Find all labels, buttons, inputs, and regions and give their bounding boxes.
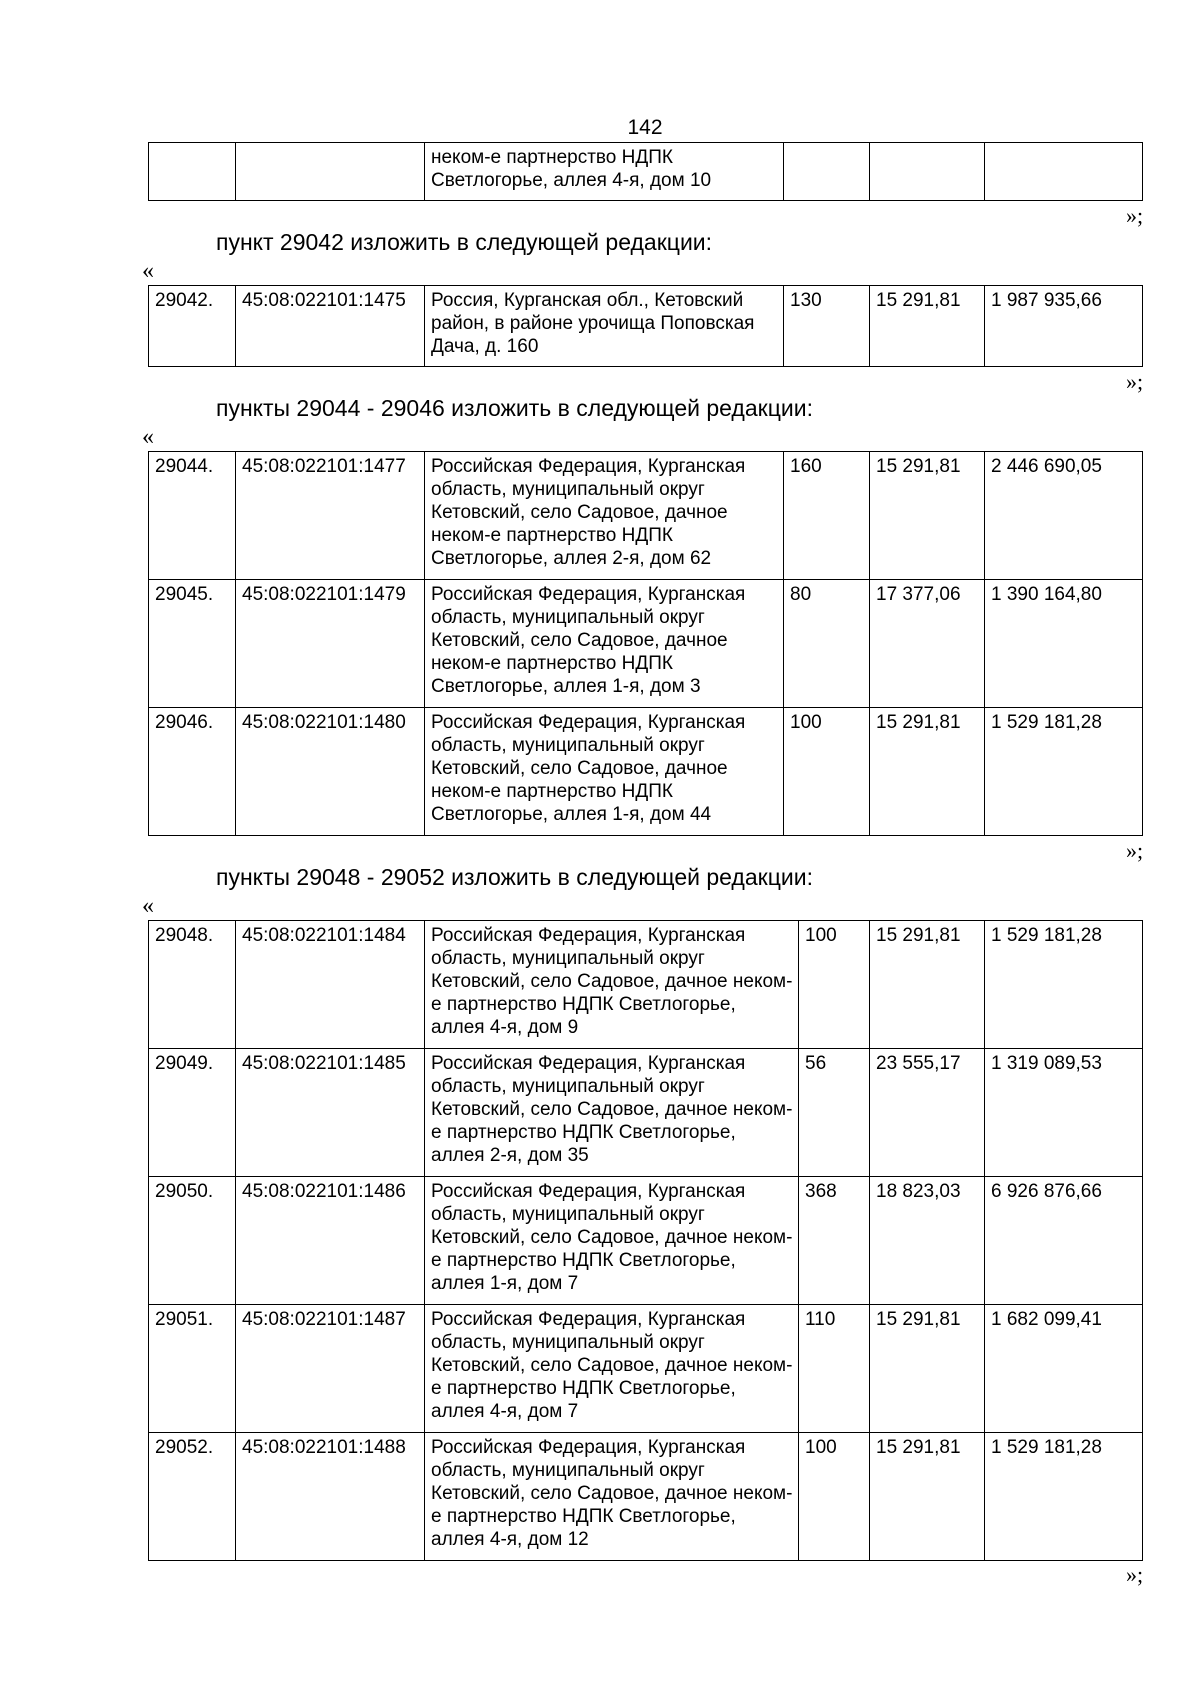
cell-area: 130 xyxy=(784,286,870,367)
cell-price: 15 291,81 xyxy=(870,921,985,1049)
amendment-instruction: пункт 29042 изложить в следующей редакции: xyxy=(216,229,713,255)
cell-price: 15 291,81 xyxy=(870,1433,985,1561)
cell-total: 1 529 181,28 xyxy=(985,921,1143,1049)
closing-quote-mark: »; xyxy=(1126,203,1144,228)
table-row xyxy=(149,1049,1143,1177)
cell-address: Российская Федерация, Курганская область, муниципальный округ Кетовский, село Садовое, дачное неком-е партнерство НДПК Светлогорье, аллея 1-я, дом 7 xyxy=(425,1177,799,1305)
amendment-instruction: пункты 29048 - 29052 изложить в следующей редакции: xyxy=(216,864,813,890)
opening-quote-mark: « xyxy=(142,258,154,284)
cell-number: 29052. xyxy=(149,1433,236,1561)
cell-cadastral-number xyxy=(236,143,425,201)
cell-address: Российская Федерация, Курганская область, муниципальный округ Кетовский, село Садовое, дачное неком-е партнерство НДПК Светлогорье, аллея 2-я, дом 35 xyxy=(425,1049,799,1177)
cell-cadastral-number: 45:08:022101:1484 xyxy=(236,921,425,1049)
cell-number xyxy=(149,143,236,201)
cell-address: Российская Федерация, Курганская область, муниципальный округ Кетовский, село Садовое, дачное неком-е партнерство НДПК Светлогорье, аллея 4-я, дом 9 xyxy=(425,921,799,1049)
cell-cadastral-number: 45:08:022101:1486 xyxy=(236,1177,425,1305)
cell-area: 160 xyxy=(784,452,870,580)
cell-price: 17 377,06 xyxy=(870,580,985,708)
cell-price: 15 291,81 xyxy=(870,1305,985,1433)
cell-total: 1 529 181,28 xyxy=(985,708,1143,836)
cell-price xyxy=(870,143,985,201)
cell-total: 1 682 099,41 xyxy=(985,1305,1143,1433)
cell-total: 2 446 690,05 xyxy=(985,452,1143,580)
table-row xyxy=(149,286,1143,367)
cell-address: неком-е партнерство НДПК Светлогорье, аллея 4-я, дом 10 xyxy=(425,143,784,201)
cell-price: 15 291,81 xyxy=(870,452,985,580)
cell-total: 6 926 876,66 xyxy=(985,1177,1143,1305)
table-row xyxy=(149,708,1143,836)
cell-total: 1 529 181,28 xyxy=(985,1433,1143,1561)
cell-address: Российская Федерация, Курганская область, муниципальный округ Кетовский, село Садовое, дачное неком-е партнерство НДПК Светлогорье, аллея 4-я, дом 12 xyxy=(425,1433,799,1561)
cell-area: 56 xyxy=(799,1049,870,1177)
cell-area: 100 xyxy=(784,708,870,836)
table-row xyxy=(149,452,1143,580)
closing-quote-mark: »; xyxy=(1126,1562,1144,1587)
cell-number: 29051. xyxy=(149,1305,236,1433)
table-row xyxy=(149,580,1143,708)
cell-price: 15 291,81 xyxy=(870,286,985,367)
cell-number: 29050. xyxy=(149,1177,236,1305)
cell-area: 100 xyxy=(799,921,870,1049)
cell-total: 1 987 935,66 xyxy=(985,286,1143,367)
cell-area: 100 xyxy=(799,1433,870,1561)
cell-price: 18 823,03 xyxy=(870,1177,985,1305)
cell-address: Российская Федерация, Курганская область, муниципальный округ Кетовский, село Садовое, дачное неком-е партнерство НДПК Светлогорье, аллея 2-я, дом 62 xyxy=(425,452,784,580)
cell-cadastral-number: 45:08:022101:1479 xyxy=(236,580,425,708)
table-row xyxy=(149,1305,1143,1433)
cell-cadastral-number: 45:08:022101:1477 xyxy=(236,452,425,580)
page-number: 142 xyxy=(627,116,663,139)
cell-area xyxy=(784,143,870,201)
cell-cadastral-number: 45:08:022101:1487 xyxy=(236,1305,425,1433)
cell-cadastral-number: 45:08:022101:1480 xyxy=(236,708,425,836)
table-row xyxy=(149,921,1143,1049)
cell-price: 23 555,17 xyxy=(870,1049,985,1177)
cell-number: 29042. xyxy=(149,286,236,367)
cell-address: Россия, Курганская обл., Кетовский район, в районе урочища Поповская Дача, д. 160 xyxy=(425,286,784,367)
cell-area: 368 xyxy=(799,1177,870,1305)
cell-cadastral-number: 45:08:022101:1488 xyxy=(236,1433,425,1561)
cell-number: 29046. xyxy=(149,708,236,836)
cell-area: 110 xyxy=(799,1305,870,1433)
cell-number: 29045. xyxy=(149,580,236,708)
cell-total: 1 319 089,53 xyxy=(985,1049,1143,1177)
opening-quote-mark: « xyxy=(142,893,154,919)
cell-address: Российская Федерация, Курганская область, муниципальный округ Кетовский, село Садовое, дачное неком-е партнерство НДПК Светлогорье, аллея 4-я, дом 7 xyxy=(425,1305,799,1433)
amendment-table xyxy=(148,451,1143,836)
cell-number: 29049. xyxy=(149,1049,236,1177)
cell-cadastral-number: 45:08:022101:1485 xyxy=(236,1049,425,1177)
cell-address: Российская Федерация, Курганская область, муниципальный округ Кетовский, село Садовое, дачное неком-е партнерство НДПК Светлогорье, аллея 1-я, дом 3 xyxy=(425,580,784,708)
table-row xyxy=(149,1433,1143,1561)
cell-address: Российская Федерация, Курганская область, муниципальный округ Кетовский, село Садовое, дачное неком-е партнерство НДПК Светлогорье, аллея 1-я, дом 44 xyxy=(425,708,784,836)
amendment-table xyxy=(148,920,1143,1561)
amendment-instruction: пункты 29044 - 29046 изложить в следующей редакции: xyxy=(216,395,813,421)
cell-number: 29044. xyxy=(149,452,236,580)
table-row xyxy=(149,143,1143,201)
cell-price: 15 291,81 xyxy=(870,708,985,836)
cell-cadastral-number: 45:08:022101:1475 xyxy=(236,286,425,367)
table-row xyxy=(149,1177,1143,1305)
cell-area: 80 xyxy=(784,580,870,708)
opening-quote-mark: « xyxy=(142,424,154,450)
cell-total xyxy=(985,143,1143,201)
closing-quote-mark: »; xyxy=(1126,369,1144,394)
cell-total: 1 390 164,80 xyxy=(985,580,1143,708)
amendment-table xyxy=(148,285,1143,367)
closing-quote-mark: »; xyxy=(1126,838,1144,863)
table-fragment-top xyxy=(148,142,1143,201)
cell-number: 29048. xyxy=(149,921,236,1049)
